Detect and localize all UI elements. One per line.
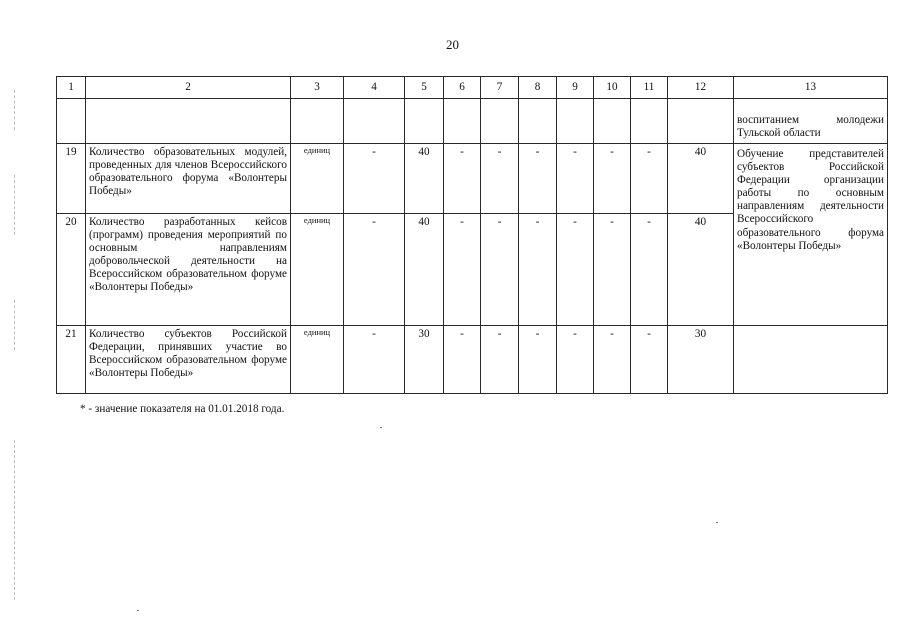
scan-margin-line [14, 175, 15, 235]
table-cell [86, 99, 291, 144]
header-cell: 4 [344, 77, 405, 99]
continuation-text: воспитанием молодежи Тульской области [734, 99, 888, 144]
row-number: 20 [57, 214, 86, 326]
scan-margin-line [14, 90, 15, 130]
table-cell [291, 99, 344, 144]
value-cell: 30 [668, 326, 734, 394]
value-cell: - [519, 326, 557, 394]
table-row [57, 144, 888, 214]
value-cell: - [444, 144, 481, 214]
header-cell: 11 [631, 77, 668, 99]
header-cell: 5 [405, 77, 444, 99]
header-cell: 3 [291, 77, 344, 99]
indicator-name: Количество субъектов Российской Федерации, принявших участие во Всероссийском образовательном форуме «Волонтеры Победы» [86, 326, 291, 394]
header-cell: 9 [557, 77, 594, 99]
row-number: 19 [57, 144, 86, 214]
value-cell: 40 [668, 144, 734, 214]
scan-margin-line [14, 440, 15, 600]
table-cell [57, 99, 86, 144]
table-cell [631, 99, 668, 144]
value-cell: - [557, 144, 594, 214]
value-cell: - [519, 144, 557, 214]
unit-cell: единиц [291, 326, 344, 394]
table-cell [405, 99, 444, 144]
table-cell [519, 99, 557, 144]
header-cell: 1 [57, 77, 86, 99]
indicator-table [56, 76, 888, 394]
header-cell: 8 [519, 77, 557, 99]
header-cell: 13 [734, 77, 888, 99]
scan-margin-line [14, 300, 15, 350]
value-cell: 40 [668, 214, 734, 326]
value-cell: - [594, 326, 631, 394]
value-cell: - [631, 144, 668, 214]
value-cell: 40 [405, 144, 444, 214]
header-cell: 7 [481, 77, 519, 99]
value-cell: - [481, 326, 519, 394]
merged-description: Обучение представителей субъектов Российской Федерации организации работы по основным направлениям деятельности Всероссийского образовательного форума «Волонтеры Победы» [734, 144, 888, 326]
value-cell: 30 [405, 326, 444, 394]
indicator-name: Количество разработанных кейсов (программ) проведения мероприятий по основным направлениям добровольческой деятельности на Всероссийском образовательном форуме «Волонтеры Победы» [86, 214, 291, 326]
header-cell: 6 [444, 77, 481, 99]
scan-speck [716, 522, 718, 523]
value-cell: - [344, 326, 405, 394]
scan-speck [380, 427, 382, 428]
page-number: 20 [446, 37, 459, 52]
scan-speck [137, 610, 139, 611]
value-cell: - [344, 214, 405, 326]
value-cell: - [481, 214, 519, 326]
header-cell: 10 [594, 77, 631, 99]
table-cell [557, 99, 594, 144]
table-row [57, 326, 888, 394]
value-cell: - [631, 214, 668, 326]
indicator-name: Количество образовательных модулей, проведенных для членов Всероссийского образовательного форума «Волонтеры Победы» [86, 144, 291, 214]
unit-cell: единиц [291, 144, 344, 214]
value-cell: - [594, 214, 631, 326]
table-cell [594, 99, 631, 144]
value-cell: 40 [405, 214, 444, 326]
value-cell: - [557, 326, 594, 394]
table-header-row [57, 77, 888, 99]
header-cell: 12 [668, 77, 734, 99]
value-cell: - [444, 326, 481, 394]
table-cell [344, 99, 405, 144]
table-cell [481, 99, 519, 144]
value-cell: - [594, 144, 631, 214]
unit-cell: единиц [291, 214, 344, 326]
value-cell: - [344, 144, 405, 214]
table-cell [444, 99, 481, 144]
value-cell: - [444, 214, 481, 326]
value-cell: - [481, 144, 519, 214]
footnote: * - значение показателя на 01.01.2018 года. [80, 403, 285, 415]
table-cell [734, 326, 888, 394]
header-cell: 2 [86, 77, 291, 99]
value-cell: - [631, 326, 668, 394]
table-cell [668, 99, 734, 144]
row-number: 21 [57, 326, 86, 394]
value-cell: - [519, 214, 557, 326]
value-cell: - [557, 214, 594, 326]
table-row-continuation [57, 99, 888, 144]
